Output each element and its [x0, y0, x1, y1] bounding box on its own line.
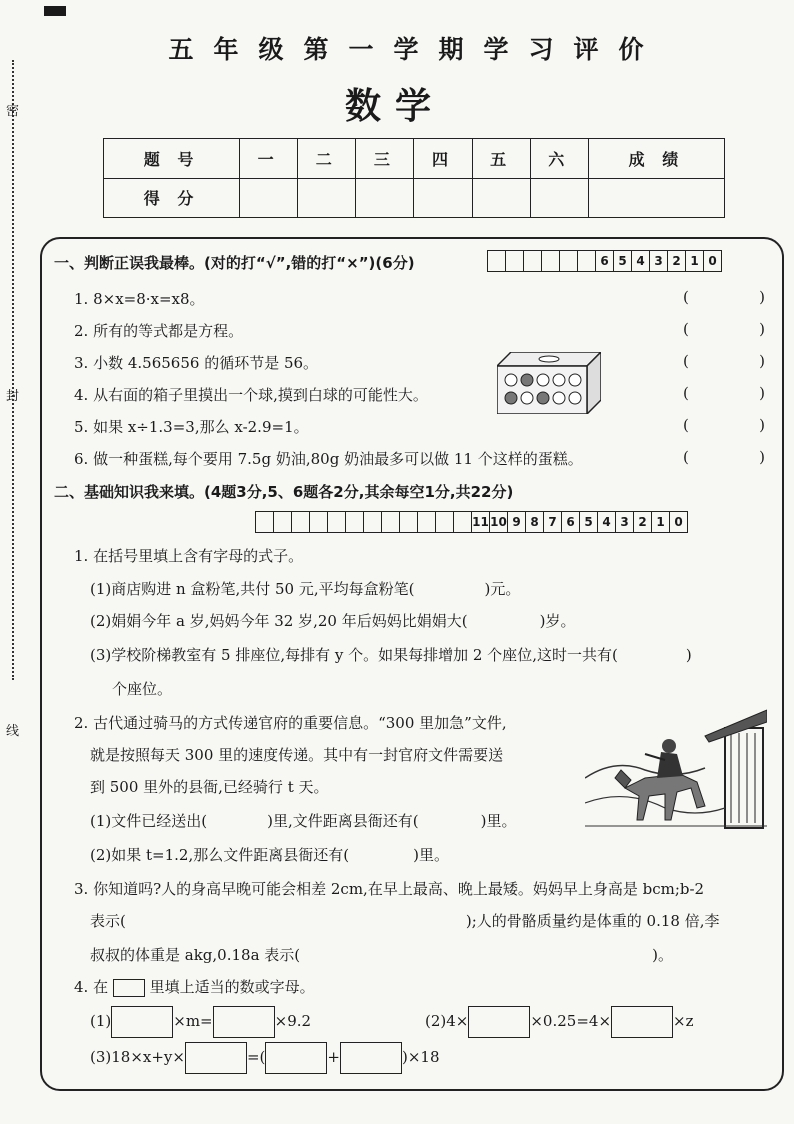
- paren-open: (: [683, 320, 689, 338]
- q2-line-2: 就是按照每天 300 里的速度传递。其中有一封官府文件需要送: [90, 746, 504, 764]
- q1-stem: 1. 在括号里填上含有字母的式子。: [74, 547, 304, 565]
- q4-1-mid: ×m=: [173, 1012, 213, 1030]
- q3-line-1: 3. 你知道吗?人的身高早晚可能会相差 2cm,在早上最高、晚上最矮。妈妈早上身高是 bcm;b-2: [74, 880, 705, 898]
- score-table-header-row: [104, 139, 725, 179]
- paren-close: ): [759, 320, 765, 338]
- q1a-text-post: )元。: [484, 580, 521, 598]
- score-grid-cell[interactable]: [524, 251, 542, 271]
- score-row-label: 得 分: [104, 178, 240, 218]
- score-cell[interactable]: [414, 178, 472, 218]
- score-grid-cell[interactable]: [292, 512, 310, 532]
- s1-item-6: 6. 做一种蛋糕,每个要用 7.5g 奶油,80g 奶油最多可以做 11 个这样的蛋糕。: [74, 450, 583, 468]
- binding-line: [12, 60, 14, 680]
- q4-stem-post: 里填上适当的数或字母。: [149, 978, 315, 996]
- q3-line-2: [90, 910, 719, 931]
- q1c-text-pre: (3)学校阶梯教室有 5 排座位,每排有 y 个。如果每排增加 2 个座位,这时一共有(: [90, 646, 618, 664]
- paren-close: ): [759, 384, 765, 402]
- q4-2-label: (2)4×: [425, 1012, 469, 1030]
- subject-title: 数学: [344, 86, 445, 127]
- score-grid-cell[interactable]: 2: [668, 251, 686, 271]
- q2b-text-post: )里。: [413, 846, 449, 864]
- q1c-text-post: ): [685, 646, 692, 664]
- paren-close: ): [759, 288, 765, 306]
- score-grid-cell[interactable]: 0: [674, 515, 683, 529]
- paren-open: (: [683, 288, 689, 306]
- q4-1-box-1[interactable]: [111, 1006, 173, 1038]
- q1-part-c: [90, 644, 692, 665]
- paren-open: (: [683, 384, 689, 402]
- q4-1-label: (1): [90, 1012, 112, 1030]
- q4-2-post: ×z: [673, 1012, 694, 1030]
- corner-mark: [44, 6, 66, 16]
- score-grid-cell[interactable]: [560, 251, 578, 271]
- section2-score-grid: [255, 511, 688, 533]
- score-header-cell: 一: [240, 139, 298, 179]
- score-grid-cell[interactable]: [328, 512, 346, 532]
- section1-title: 一、判断正误我最棒。(对的打“√”,错的打“×”)(6分): [54, 254, 415, 272]
- score-grid-cell[interactable]: 7: [544, 512, 562, 532]
- q2a-text-pre: (1)文件已经送出(: [90, 812, 208, 830]
- q3-line2-post: );人的骨骼质量约是体重的 0.18 倍,李: [465, 912, 720, 930]
- score-grid-cell[interactable]: [578, 251, 596, 271]
- s1-answer-6[interactable]: [683, 448, 765, 466]
- s1-item-1: 1. 8×x=8·x=x8。: [74, 290, 205, 308]
- q2-part-b: [90, 844, 449, 865]
- score-grid-cell[interactable]: 10: [490, 512, 508, 532]
- score-cell[interactable]: [298, 178, 356, 218]
- score-header-cell: 五: [472, 139, 530, 179]
- score-header-cell: 四: [414, 139, 472, 179]
- q1b-text-post: )岁。: [539, 612, 576, 630]
- q4-1-box-2[interactable]: [213, 1006, 275, 1038]
- s1-answer-2[interactable]: [683, 320, 765, 338]
- q1-part-b: [90, 610, 575, 631]
- s1-item-3: 3. 小数 4.565656 的循环节是 56。: [74, 354, 319, 372]
- score-grid-cell[interactable]: 9: [508, 512, 526, 532]
- paren-open: (: [683, 416, 689, 434]
- score-grid-cell[interactable]: 4: [598, 512, 616, 532]
- q4-2-box-1[interactable]: [468, 1006, 530, 1038]
- binding-label-seal-mid: 封: [6, 389, 20, 404]
- score-grid-cell[interactable]: 3: [650, 251, 668, 271]
- q1b-text-pre: (2)娟娟今年 a 岁,妈妈今年 32 岁,20 年后妈妈比娟娟大(: [90, 612, 468, 630]
- score-grid-cell[interactable]: 1: [686, 251, 704, 271]
- score-grid-cell[interactable]: 3: [616, 512, 634, 532]
- q4-2-box-2[interactable]: [611, 1006, 673, 1038]
- score-header-cell: 二: [298, 139, 356, 179]
- score-grid-cell[interactable]: 6: [562, 512, 580, 532]
- q4-part-2: [425, 1006, 694, 1038]
- score-cell[interactable]: [356, 178, 414, 218]
- score-grid-cell[interactable]: [364, 512, 382, 532]
- q2b-text-pre: (2)如果 t=1.2,那么文件距离县衙还有(: [90, 846, 350, 864]
- q3-line-3: [90, 944, 673, 965]
- q4-stem: [74, 976, 315, 997]
- score-cell[interactable]: [472, 178, 530, 218]
- score-table: [103, 138, 725, 218]
- binding-label-line: 线: [6, 724, 20, 739]
- horse-rider-illustration: [585, 708, 767, 833]
- paren-close: ): [759, 352, 765, 370]
- score-grid-cell[interactable]: 11: [472, 512, 490, 532]
- q2-line-1: 2. 古代通过骑马的方式传递官府的重要信息。“300 里加急”文件,: [74, 714, 507, 732]
- q4-part-1: [90, 1006, 311, 1038]
- s1-answer-3[interactable]: [683, 352, 765, 370]
- s1-item-5: 5. 如果 x÷1.3=3,那么 x-2.9=1。: [74, 418, 309, 436]
- score-header-cell: 题 号: [104, 139, 240, 179]
- score-cell[interactable]: [588, 178, 724, 218]
- q4-1-post: ×9.2: [274, 1012, 312, 1030]
- q2-line-3: 到 500 里外的县衙,已经骑行 t 天。: [90, 778, 329, 796]
- q4-3-box-1[interactable]: [185, 1042, 247, 1074]
- q4-3-post: )×18: [401, 1048, 440, 1066]
- q4-3-mid2: +: [327, 1048, 340, 1066]
- s1-answer-4[interactable]: [683, 384, 765, 402]
- paren-close: ): [759, 448, 765, 466]
- score-grid-cell[interactable]: [310, 512, 328, 532]
- s1-answer-1[interactable]: [683, 288, 765, 306]
- q4-part-3: [90, 1042, 440, 1074]
- section2-title: 二、基础知识我来填。(4题3分,5、6题各2分,其余每空1分,共22分): [54, 483, 514, 501]
- score-grid-cell[interactable]: 1: [652, 512, 670, 532]
- score-cell[interactable]: [240, 178, 298, 218]
- q2-part-a: [90, 810, 516, 831]
- score-grid-cell[interactable]: 0: [708, 254, 717, 268]
- score-grid-cell[interactable]: 6: [596, 251, 614, 271]
- score-grid-cell[interactable]: [418, 512, 436, 532]
- score-grid-cell[interactable]: [454, 512, 472, 532]
- score-grid-cell[interactable]: 8: [526, 512, 544, 532]
- q1a-text-pre: (1)商店购进 n 盒粉笔,共付 50 元,平均每盒粉笔(: [90, 580, 415, 598]
- paren-open: (: [683, 448, 689, 466]
- score-grid-cell[interactable]: [506, 251, 524, 271]
- q3-line3-post: )。: [652, 946, 673, 964]
- q3-line2-pre: 表示(: [90, 912, 126, 930]
- q2a-text-post: )里。: [480, 812, 517, 830]
- q4-stem-pre: 4. 在: [74, 978, 109, 996]
- score-grid-cell[interactable]: [256, 512, 274, 532]
- score-grid-cell[interactable]: 5: [614, 251, 632, 271]
- q1-part-a: [90, 578, 520, 599]
- q4-3-box-3[interactable]: [340, 1042, 402, 1074]
- paper-title: 五年级第一学期学习评价: [168, 35, 664, 64]
- score-grid-cell[interactable]: 2: [634, 512, 652, 532]
- q4-stem-box: [113, 979, 145, 997]
- paren-open: (: [683, 352, 689, 370]
- q4-2-mid: ×0.25=4×: [530, 1012, 612, 1030]
- s1-answer-5[interactable]: [683, 416, 765, 434]
- q1-part-c-cont: 个座位。: [112, 680, 173, 698]
- score-grid-cell[interactable]: [346, 512, 364, 532]
- score-grid-cell[interactable]: [400, 512, 418, 532]
- s1-item-4: 4. 从右面的箱子里摸出一个球,摸到白球的可能性大。: [74, 386, 428, 404]
- q4-3-mid1: =(: [246, 1048, 266, 1066]
- score-header-cell: 成 绩: [588, 139, 724, 179]
- score-grid-cell[interactable]: [488, 251, 506, 271]
- score-cell[interactable]: [530, 178, 588, 218]
- s1-item-2: 2. 所有的等式都是方程。: [74, 322, 244, 340]
- paren-close: ): [759, 416, 765, 434]
- q3-line3-pre: 叔叔的体重是 akg,0.18a 表示(: [90, 946, 301, 964]
- ball-box-illustration: [497, 352, 601, 414]
- score-header-cell: 六: [530, 139, 588, 179]
- score-grid-cell[interactable]: [436, 512, 454, 532]
- q4-3-label: (3)18×x+y×: [90, 1048, 185, 1066]
- section1-score-grid: [487, 250, 722, 272]
- score-table-score-row: [104, 178, 725, 218]
- score-grid-cell[interactable]: 4: [632, 251, 650, 271]
- binding-label-seal: 密: [6, 104, 20, 119]
- score-grid-cell[interactable]: [542, 251, 560, 271]
- q2a-text-mid: )里,文件距离县衙还有(: [267, 812, 419, 830]
- score-header-cell: 三: [356, 139, 414, 179]
- score-grid-cell[interactable]: [382, 512, 400, 532]
- q4-3-box-2[interactable]: [265, 1042, 327, 1074]
- score-grid-cell[interactable]: [274, 512, 292, 532]
- score-grid-cell[interactable]: 5: [580, 512, 598, 532]
